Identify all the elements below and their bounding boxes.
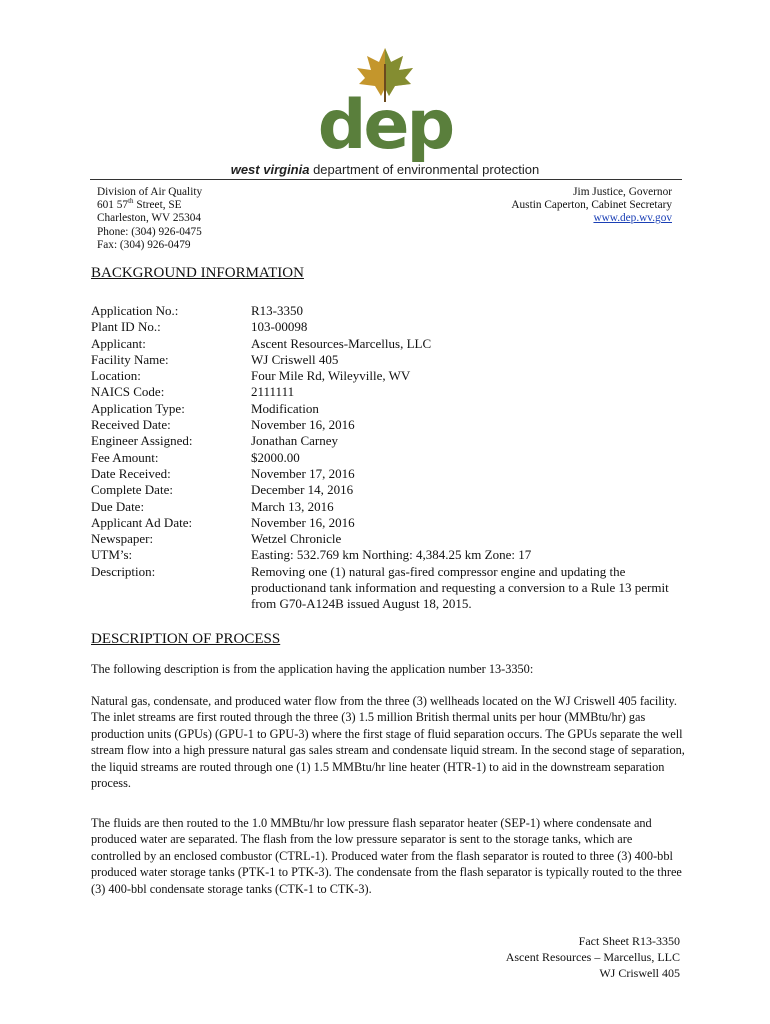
officials-block [511,186,672,226]
info-label: Due Date: [91,498,145,514]
info-row [91,401,671,417]
info-value: November 17, 2016 [251,465,355,481]
info-value: December 14, 2016 [251,482,354,498]
address-line: Phone: (304) 926-0475 [97,225,202,238]
info-label: Date Received: [91,465,171,481]
info-value: R13-3350 [251,303,303,318]
info-row [91,303,671,319]
info-label: Newspaper: [91,531,154,547]
address-line: 601 57th Street, SE [97,197,182,212]
info-row [91,564,671,613]
footer-line: Fact Sheet R13-3350 [578,934,680,948]
info-value: Modification [251,400,319,416]
info-value: 103-00098 [251,319,308,335]
footer-line: Ascent Resources – Marcellus, LLC [505,950,680,964]
info-value: $2000.00 [251,449,300,465]
info-row [91,482,671,498]
page-footer [506,933,680,981]
info-label: Fee Amount: [91,449,159,465]
info-row [91,336,671,352]
secretary-line: Austin Caperton, Cabinet Secretary [511,199,672,212]
agency-department: department of environmental protection [309,162,540,177]
info-row [91,384,671,400]
info-row [91,433,671,449]
info-row [91,515,671,531]
header-rule [90,179,682,180]
info-value: 2111111 [251,384,295,400]
info-label: Applicant Ad Date: [91,514,193,530]
info-row [91,417,671,433]
agency-state: west virginia [230,162,310,177]
dep-logo-text: dep [317,86,453,165]
info-row [91,499,671,515]
info-value: March 13, 2016 [251,498,334,514]
info-label: Complete Date: [91,482,173,498]
info-value: WJ Criswell 405 [251,351,339,367]
address-line: Charleston, WV 25304 [97,212,202,225]
footer-line: WJ Criswell 405 [599,966,680,980]
governor-line: Jim Justice, Governor [573,186,672,198]
info-label: Received Date: [91,417,171,433]
info-label: Facility Name: [91,351,169,367]
process-paragraph-2: The fluids are then routed to the 1.0 MMBtu/hr low pressure flash separator heater (SEP-1) where condensate and produced water are separated. The flash from the low pressure separator is sent to the storage tanks, which are controlled by an enclosed combustor (CTRL-1). Produced water from the flash separator is routed to three (3) 400-bbl produced water storage tanks (PTK-1 to PTK-3). The condensate from the flash separator is typically routed to the three (3) 400-bbl condensate storage tanks (CTK-1 to CTK-3). [91,816,682,896]
info-value: Four Mile Rd, Wileyville, WV [251,368,411,384]
background-table [91,303,671,613]
background-heading: BACKGROUND INFORMATION [91,265,304,281]
address-line: Division of Air Quality [97,186,203,198]
info-value: November 16, 2016 [251,417,355,433]
info-label: UTM’s: [91,547,133,563]
division-address [97,186,202,252]
info-row [91,352,671,368]
info-row [91,531,671,547]
address-line: Fax: (304) 926-0479 [97,238,191,251]
info-value: Easting: 532.769 km Northing: 4,384.25 km Zone: 17 [251,547,532,563]
process-heading: DESCRIPTION OF PROCESS [91,631,281,647]
info-row [91,319,671,335]
info-value: Ascent Resources-Marcellus, LLC [251,335,432,351]
info-label: Engineer Assigned: [91,433,193,449]
agency-name [0,162,770,177]
info-label: Application No.: [91,303,179,318]
info-value: November 16, 2016 [251,514,355,530]
info-row [91,368,671,384]
info-label: Location: [91,368,141,384]
info-value: Jonathan Carney [251,433,339,449]
info-row [91,450,671,466]
info-value: Wetzel Chronicle [251,531,342,547]
info-label: Plant ID No.: [91,319,161,335]
website-link[interactable]: www.dep.wv.gov [593,212,672,225]
process-paragraph-1: Natural gas, condensate, and produced water flow from the three (3) wellheads located on the WJ Criswell 405 facility. The inlet streams are first routed through the three (3) 1.5 million British thermal units per hour (MMBtu/hr) gas production units (GPUs) (GPU-1 to GPU-3) where the first stage of fluid separation occurs. The GPUs separate the well stream flow into a high pressure natural gas sales stream and condensate liquid stream. In the second stage of separation, the liquid streams are routed through one (1) 1.5 MMBtu/hr line heater (HTR-1) to aid in the downstream separation process. [91,694,685,791]
info-label: Description: [91,563,156,579]
info-label: Applicant: [91,335,146,351]
info-row [91,466,671,482]
process-intro: The following description is from the application having the application number 13-3350: [91,662,534,676]
info-value: Removing one (1) natural gas-fired compressor engine and updating the productionand tank information and requesting a conversion to a Rule 13 permit from G70-A124B issued August 18, 2015. [251,563,669,612]
info-row [91,547,671,563]
info-label: Application Type: [91,400,185,416]
info-label: NAICS Code: [91,384,165,400]
dep-logo [315,44,455,165]
